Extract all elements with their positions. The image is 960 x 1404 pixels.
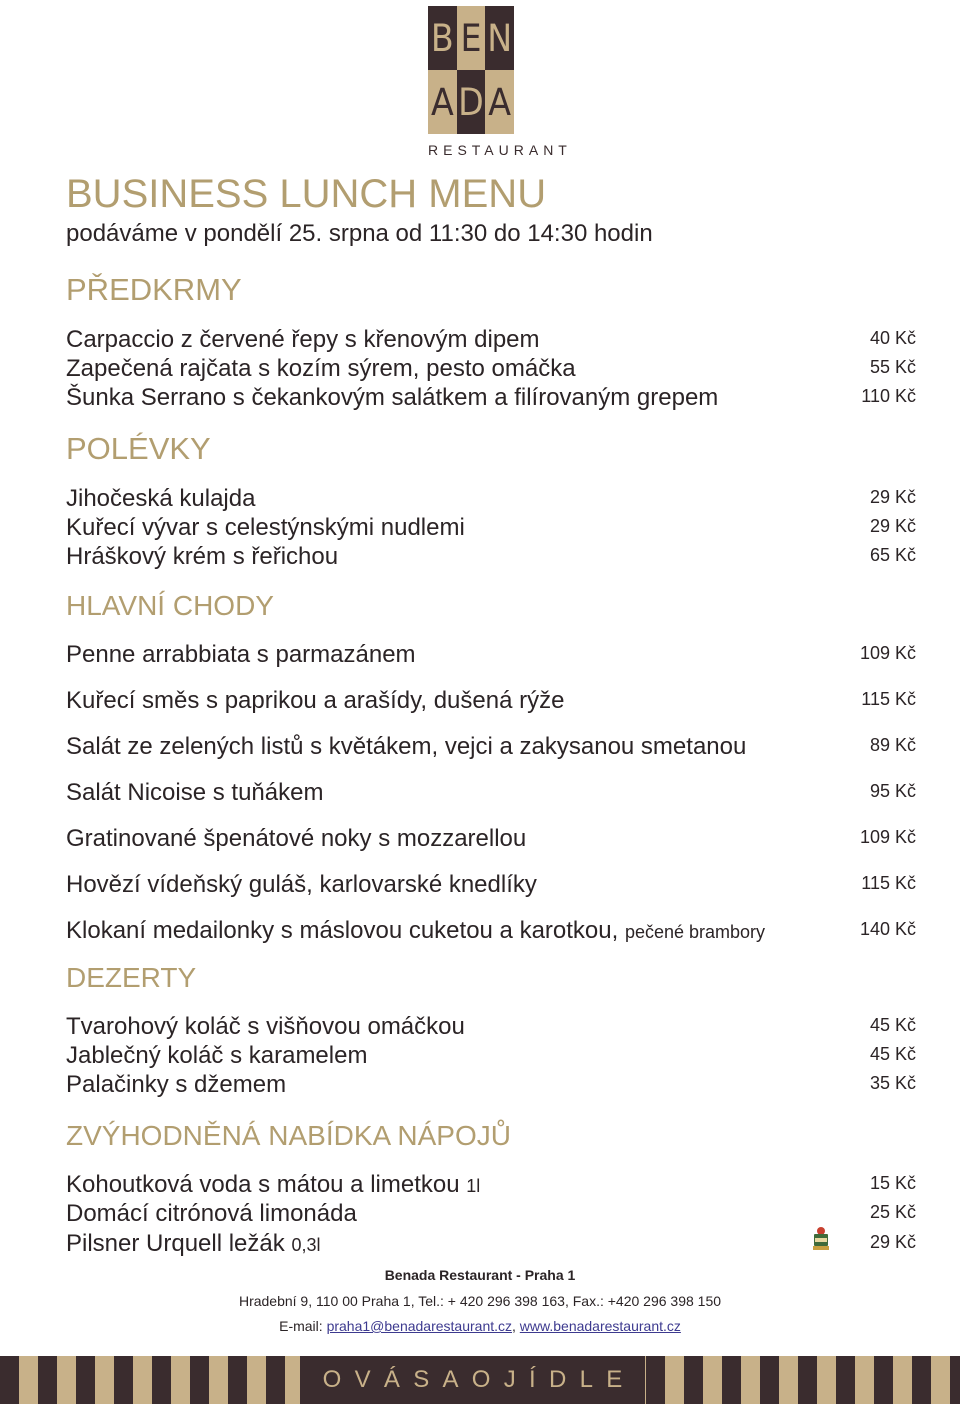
contact-separator: , [512,1318,520,1334]
menu-item [66,687,960,717]
item-price: 15 Kč [869,1173,916,1193]
logo-letter: A [428,70,457,134]
menu-item [66,1171,960,1201]
item-note: 1l [466,1176,481,1196]
decorative-band [0,1356,960,1404]
banner-letter: L [579,1366,593,1393]
beer-logo-icon [811,1226,831,1252]
section-heading-soups: POLÉVKY [66,431,211,466]
item-price: 40 Kč [869,328,916,348]
banner-letter: D [548,1366,567,1393]
footer-address: Hradební 9, 110 00 Praha 1, Tel.: + 420 296 398 163, Fax.: +420 296 398 150 [238,1293,722,1309]
menu-item [66,1013,960,1043]
item-name: Salát Nicoise s tuňákem [66,779,324,806]
item-name: Salát ze zelených listů s květákem, vejci a zakysanou smetanou [66,733,747,760]
logo-letter: E [457,6,486,70]
item-price: 110 Kč [861,386,916,406]
logo-subtitle: RESTAURANT [428,142,572,158]
menu-item [66,825,960,855]
banner-letter: A [442,1366,459,1393]
item-price: 89 Kč [869,735,916,755]
banner-text [300,1356,645,1404]
banner-letter: J [503,1366,516,1393]
item-price: 35 Kč [869,1073,916,1093]
menu-item [66,1071,960,1101]
menu-item [66,733,960,763]
menu-item [66,641,960,671]
item-name: Kuřecí směs s paprikou a arašídy, dušená rýže [66,687,565,714]
item-name: Domácí citrónová limonáda [66,1200,357,1227]
item-name-text: Klokaní medailonky s máslovou cuketou a karotkou, [66,917,619,944]
menu-item [66,917,960,947]
item-name-text: Kohoutková voda s mátou a limetkou [66,1171,460,1198]
item-name: Šunka Serrano s čekankovým salátkem a filírovaným grepem [66,384,719,411]
menu-item [66,355,960,385]
menu-title: BUSINESS LUNCH MENU [66,172,547,216]
item-price: 140 Kč [860,919,917,939]
item-price: 29 Kč [869,1232,916,1252]
restaurant-logo [428,6,572,158]
banner-letter: O [322,1366,342,1393]
item-price: 45 Kč [869,1044,916,1064]
item-name [66,917,765,945]
menu-item [66,485,960,515]
item-name: Tvarohový koláč s višňovou omáčkou [66,1013,465,1040]
item-name [66,1171,480,1199]
section-heading-desserts: DEZERTY [66,962,197,993]
item-price: 29 Kč [869,487,916,507]
item-name: Carpaccio z červené řepy s křenovým dipem [66,326,540,353]
section-heading-starters: PŘEDKRMY [66,272,242,307]
item-price: 115 Kč [861,873,916,893]
logo-letter: B [428,6,457,70]
item-name: Kuřecí vývar s celestýnskými nudlemi [66,514,465,541]
banner-letter: Í [529,1366,536,1393]
banner-letter: O [471,1366,491,1393]
item-price: 95 Kč [869,781,916,801]
item-name: Hráškový krém s řeřichou [66,543,339,570]
section-heading-main-courses: HLAVNÍ CHODY [66,590,274,621]
item-name: Zapečená rajčata s kozím sýrem, pesto omáčka [66,355,576,382]
item-price: 115 Kč [861,689,916,709]
item-price: 65 Kč [869,545,916,565]
menu-item [66,514,960,544]
item-name: Penne arrabbiata s parmazánem [66,641,416,668]
menu-item [66,384,960,414]
banner-letter: E [606,1366,623,1393]
item-name-text: Pilsner Urquell ležák [66,1230,285,1257]
email-link[interactable]: praha1@benadarestaurant.cz [326,1318,513,1334]
banner-letter: Á [383,1366,400,1393]
logo-letter: N [485,6,514,70]
menu-item [66,1042,960,1072]
logo-letter: A [485,70,514,134]
item-name: Palačinky s džemem [66,1071,287,1098]
item-name: Jihočeská kulajda [66,485,256,512]
banner-letter: S [413,1366,430,1393]
item-price: 29 Kč [869,516,916,536]
logo-letter: D [457,70,486,134]
menu-item [66,871,960,901]
section-heading-drinks: ZVÝHODNĚNÁ NABÍDKA NÁPOJŮ [66,1120,511,1151]
item-name [66,1230,320,1258]
item-name: Jablečný koláč s karamelem [66,1042,368,1069]
menu-subtitle: podáváme v pondělí 25. srpna od 11:30 do 14:30 hodin [66,220,653,247]
item-note: 0,3l [291,1235,321,1255]
footer-contact [0,1318,960,1334]
menu-item [66,779,960,809]
banner-letter: V [354,1366,371,1393]
item-name: Gratinované špenátové noky s mozzarellou [66,825,527,852]
item-name: Hovězí vídeňský guláš, karlovarské knedlíky [66,871,537,898]
website-link[interactable]: www.benadarestaurant.cz [519,1318,681,1334]
email-label: E-mail: [279,1318,327,1334]
footer-restaurant-name: Benada Restaurant - Praha 1 [384,1267,576,1283]
menu-item [66,543,960,573]
item-price: 55 Kč [869,357,916,377]
item-price: 109 Kč [860,827,917,847]
menu-item [66,326,960,356]
item-price: 109 Kč [860,643,917,663]
item-note: pečené brambory [624,922,766,942]
item-price: 25 Kč [869,1202,916,1222]
item-price: 45 Kč [869,1015,916,1035]
